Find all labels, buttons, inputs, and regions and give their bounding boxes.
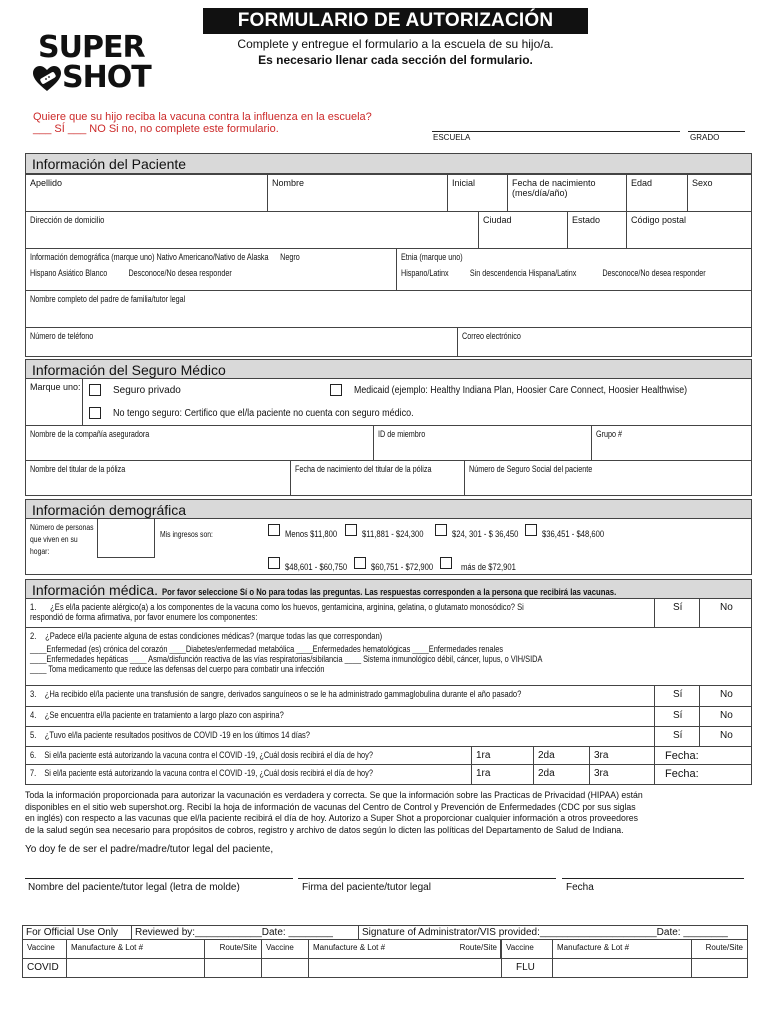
legal-line-1: Toda la información proporcionada para autorizar la vacunación es verdadera y correcta. Se que la información sobre las Practicas de Privacidad (HIPAA) están [25, 789, 643, 800]
q4-no[interactable] [699, 706, 752, 727]
ciudad-field[interactable] [478, 211, 568, 249]
q7-dose-2[interactable] [533, 764, 590, 785]
medicaid-checkbox[interactable] [330, 384, 342, 396]
manufacture-header-1: Manufacture & Lot # [66, 939, 205, 959]
dob-field[interactable] [507, 174, 627, 212]
medical-heading-text: Información médica. [32, 582, 159, 598]
flu-vaccine-label: FLU [501, 958, 553, 978]
apellido-label: Apellido [30, 178, 63, 188]
patient-section-heading: Información del Paciente [25, 153, 752, 174]
dob-label: Fecha de nacimiento [512, 178, 596, 188]
legal-paragraph [25, 789, 752, 835]
q3-text: ¿Ha recibido el/la paciente una transfusión de sangre, derivados sanguíneos o se le ha administrado gammaglobulina durante el año pasado? [44, 689, 522, 699]
vaccine-2-lot-field[interactable] [308, 958, 502, 978]
route-header-1: Route/Site [204, 939, 262, 959]
q1-text: ¿Es el/la paciente alérgico(a) a los componentes de la vacuna como los huevos, gentamicina, arginina, gelatina, o glutamato monosódico? Si [50, 602, 524, 612]
insurance-section-heading: Información del Seguro Médico [25, 359, 752, 379]
school-label: ESCUELA [433, 133, 471, 142]
q6-dose-3-label: 3ra [594, 750, 609, 761]
telefono-label: Número de teléfono [30, 331, 94, 341]
demo-option-negro[interactable]: Negro [280, 252, 300, 262]
direccion-label: Dirección de domicilio [30, 215, 105, 225]
route-header-2: Route/Site [440, 939, 502, 959]
income-checkbox-7[interactable] [440, 557, 452, 569]
subtitle-required: Es necesario llenar cada sección del formulario. [258, 53, 533, 67]
vaccine-header-3: Vaccine [501, 939, 553, 959]
consent-question: Quiere que su hijo reciba la vacuna contra la influenza en la escuela? [33, 111, 372, 123]
q7-dose-3[interactable] [589, 764, 655, 785]
legal-line-4: de la salud según sea necesario para propósitos de cobros, registro y archivo de datos según lo dicten las políticas del Departamento de Salud de Indiana. [25, 823, 624, 835]
telefono-field[interactable] [25, 327, 458, 357]
q4-text: ¿Se encuentra el/la paciente en tratamiento a largo plazo con aspirina? [44, 710, 284, 720]
official-use-label: For Official Use Only [22, 925, 132, 940]
q5-no[interactable] [699, 726, 752, 747]
q6-dose-2-label: 2da [538, 750, 555, 761]
q2-conditions-1[interactable]: ____Enfermedad (es) crónica del corazón ____Diabetes/enfermedad metabólica ____Enfermedades hematológicas ____Enfermedades renales [30, 644, 504, 654]
sexo-label: Sexo [692, 178, 713, 188]
q4-cell [25, 706, 655, 727]
nombre-field[interactable] [267, 174, 448, 212]
income-option-1: Menos $11,800 [285, 529, 338, 539]
q1-yes[interactable] [654, 598, 700, 628]
padre-field[interactable] [25, 290, 752, 328]
ssn-label: Número de Seguro Social del paciente [469, 464, 593, 474]
correo-label: Correo electrónico [462, 331, 521, 341]
q3-no[interactable] [699, 685, 752, 707]
q7-text: Si el/la paciente está autorizando la vacuna contra el COVID -19, ¿Cuál dosis recibirá el día de hoy? [44, 768, 373, 778]
legal-line-2: disponibles en el sitio web supershot.org. Recibí la hoja de información de vacunas del Centro de Control y Prevención de Enfermedades (CDC por sus siglas [25, 800, 636, 812]
q2-cell [25, 627, 752, 686]
q7-dose-1[interactable] [471, 764, 534, 785]
q2-conditions-3[interactable]: ____ Toma medicamento que reduce las defensas del cuerpo para combatir una infección [30, 664, 325, 674]
estado-label: Estado [572, 215, 601, 225]
q4-yes-label: Sí [673, 710, 683, 721]
q3-yes[interactable] [654, 685, 700, 707]
q6-text: Si el/la paciente está autorizando la vacuna contra el COVID -19, ¿Cuál dosis recibirá el día de hoy? [44, 750, 373, 760]
vaccine-header-2: Vaccine [261, 939, 309, 959]
q3-number: 3. [30, 689, 37, 699]
q5-text: ¿Tuvo el/la paciente resultados positivos de COVID -19 en los últimos 14 días? [44, 730, 311, 740]
demo-option-unknown[interactable]: Desconoce/No desea responder [128, 268, 232, 278]
consent-options[interactable]: ___ SÍ ___ NO Si no, no complete este formulario. [33, 123, 279, 135]
q5-cell [25, 726, 655, 747]
demo-option-native[interactable]: Nativo Americano/Nativo de Alaska [156, 252, 269, 262]
codigo-label: Código postal [631, 215, 687, 225]
print-name-label: Nombre del paciente/tutor legal (letra de molde) [28, 882, 240, 893]
date-label: Fecha [566, 882, 594, 893]
padre-label: Nombre completo del padre de familia/tutor legal [30, 294, 186, 304]
titular-label: Nombre del titular de la póliza [30, 464, 126, 474]
grupo-field[interactable] [591, 425, 752, 461]
estado-field[interactable] [567, 211, 627, 249]
correo-field[interactable] [457, 327, 752, 357]
demo-options-row2[interactable]: Hispano Asiático Blanco [30, 268, 108, 278]
etnia-option-unknown[interactable]: Desconoce/No desea responder [602, 268, 706, 278]
q4-yes[interactable] [654, 706, 700, 727]
personas-input[interactable] [97, 518, 155, 558]
edad-field[interactable] [626, 174, 688, 212]
q7-fecha-label: Fecha: [665, 768, 699, 780]
income-checkbox-1[interactable] [268, 524, 280, 536]
covid-lot-field[interactable] [66, 958, 205, 978]
q6-fecha[interactable] [654, 746, 752, 765]
q6-number: 6. [30, 750, 37, 760]
inicial-field[interactable] [447, 174, 508, 212]
flu-lot-field[interactable] [552, 958, 692, 978]
print-name-line[interactable] [25, 878, 293, 879]
demo-label: Información demográfica (marque uno) [30, 252, 155, 262]
ciudad-label: Ciudad [483, 215, 512, 225]
q1-cell [25, 598, 655, 628]
q7-cell [25, 764, 472, 785]
school-line[interactable] [432, 131, 680, 132]
administrator-signature-field[interactable]: Signature of Administrator/VIS provided:_____________________Date: ________ [358, 925, 748, 940]
route-header-3: Route/Site [691, 939, 748, 959]
ssn-field[interactable] [464, 460, 752, 496]
titular-dob-field[interactable] [290, 460, 465, 496]
grupo-label: Grupo # [596, 429, 623, 439]
q2-number: 2. [30, 631, 37, 641]
q4-no-label: No [720, 710, 733, 721]
income-checkbox-6[interactable] [354, 557, 366, 569]
codigo-postal-field[interactable] [626, 211, 752, 249]
q6-dose-3[interactable] [589, 746, 655, 765]
direccion-field[interactable] [25, 211, 479, 249]
form-title: FORMULARIO DE AUTORIZACIÓN [203, 8, 588, 34]
q3-cell [25, 685, 655, 707]
vaccine-2-field[interactable] [261, 958, 309, 978]
income-checkbox-5[interactable] [268, 557, 280, 569]
grade-label: GRADO [690, 133, 720, 142]
ingresos-label: Mis ingresos son: [160, 530, 213, 539]
q6-dose-1-label: 1ra [476, 750, 491, 761]
q7-dose-1-label: 1ra [476, 768, 491, 779]
flu-route-field[interactable] [691, 958, 748, 978]
manufacture-header-3: Manufacture & Lot # [552, 939, 692, 959]
manufacture-header-2: Manufacture & Lot # [308, 939, 501, 959]
income-option-5: $48,601 - $60,750 [285, 562, 348, 572]
logo-text-super: SUPER [38, 30, 145, 65]
logo-text-shot: SHOT [62, 60, 151, 95]
covid-vaccine-label: COVID [22, 958, 67, 978]
q7-number: 7. [30, 768, 37, 778]
edad-label: Edad [631, 178, 653, 188]
q4-number: 4. [30, 710, 37, 720]
covid-route-field[interactable] [204, 958, 262, 978]
income-checkbox-4[interactable] [525, 524, 537, 536]
income-option-4: $36,451 - $48,600 [542, 529, 605, 539]
q6-fecha-label: Fecha: [665, 750, 699, 762]
attestation-text: Yo doy fe de ser el padre/madre/tutor legal del paciente, [25, 844, 274, 855]
personas-label: Número de personas que viven en su hogar: [30, 523, 94, 556]
privado-label: Seguro privado [113, 385, 181, 396]
q5-number: 5. [30, 730, 37, 740]
compania-label: Nombre de la compañía aseguradora [30, 429, 150, 439]
income-checkbox-2[interactable] [345, 524, 357, 536]
vaccine-header-1: Vaccine [22, 939, 67, 959]
privado-checkbox[interactable] [89, 384, 101, 396]
q6-dose-2[interactable] [533, 746, 590, 765]
titular-field[interactable] [25, 460, 291, 496]
nombre-label: Nombre [272, 178, 305, 188]
ethnicity-field[interactable] [396, 248, 752, 291]
q6-dose-1[interactable] [471, 746, 534, 765]
titular-dob-label: Fecha de nacimiento del titular de la póliza [295, 464, 432, 474]
super-shot-logo [32, 30, 152, 95]
signature-label: Firma del paciente/tutor legal [302, 882, 431, 893]
medicaid-label: Medicaid (ejemplo: Healthy Indiana Plan, Hoosier Care Connect, Hoosier Healthwise) [354, 385, 688, 396]
demographic-section-heading: Información demográfica [25, 499, 752, 519]
income-checkbox-3[interactable] [435, 524, 447, 536]
marque-label-cell [25, 378, 83, 426]
q5-no-label: No [720, 730, 733, 741]
reviewed-by-field[interactable]: Reviewed by:____________Date: ________ [131, 925, 359, 940]
income-option-6: $60,751 - $72,900 [371, 562, 434, 572]
q6-cell [25, 746, 472, 765]
q2-text: ¿Padece el/la paciente alguna de estas condiciones médicas? (marque todas las que correspondan) [45, 631, 383, 641]
sexo-field[interactable] [687, 174, 752, 212]
etnia-option-no-hispano[interactable]: Sin descendencia Hispana/Latinx [469, 268, 577, 278]
medical-instruction: Por favor seleccione Sí o No para todas las preguntas. Las respuestas corresponden a la persona que recibirá las vacunas. [161, 587, 617, 597]
no-seguro-label: No tengo seguro: Certifico que el/la paciente no cuenta con seguro médico. [113, 408, 414, 419]
q5-yes[interactable] [654, 726, 700, 747]
income-option-2: $11,881 - $24,300 [362, 529, 424, 539]
inicial-label: Inicial [452, 178, 476, 188]
income-option-3: $24, 301 - $ 36,450 [452, 529, 519, 539]
legal-line-3: en inglés) con respecto a las vacunas que el/la paciente recibirá el día de hoy. Autorizo a Super Shot a proporcionar cualquier información a otros proveedores [25, 812, 638, 823]
id-miembro-field[interactable] [373, 425, 592, 461]
apellido-field[interactable] [25, 174, 268, 212]
q7-dose-3-label: 3ra [594, 768, 609, 779]
medical-section-heading [25, 579, 752, 599]
q2-conditions-2[interactable]: ____Enfermedades hepáticas ____ Asma/disfunción reactiva de las vías respiratorias/sibilancia ____ Sistema inmunológico débil, cáncer, lupus, o VIH/SIDA [30, 654, 543, 664]
q7-fecha[interactable] [654, 764, 752, 785]
id-miembro-label: ID de miembro [378, 429, 426, 439]
marque-label: Marque uno: [30, 382, 81, 392]
q1-yes-label: Sí [673, 602, 683, 613]
date-line[interactable] [562, 878, 744, 879]
heart-bandage-icon [32, 65, 62, 93]
income-option-7: más de $72,901 [461, 562, 516, 572]
demographic-race-field[interactable] [25, 248, 397, 291]
q3-no-label: No [720, 689, 733, 700]
compania-field[interactable] [25, 425, 374, 461]
dob-format: (mes/día/año) [512, 188, 568, 198]
etnia-label: Etnia (marque uno) [401, 252, 463, 262]
grade-line[interactable] [688, 131, 745, 132]
q1-text-2: respondió de forma afirmativa, por favor enumere los componentes: [30, 612, 258, 622]
no-seguro-checkbox[interactable] [89, 407, 101, 419]
q1-no-label: No [720, 602, 733, 613]
q7-dose-2-label: 2da [538, 768, 555, 779]
etnia-option-hispano[interactable]: Hispano/Latinx [401, 268, 449, 278]
q1-number: 1. [30, 602, 37, 612]
signature-line[interactable] [298, 878, 556, 879]
q3-yes-label: Sí [673, 689, 683, 700]
q5-yes-label: Sí [673, 730, 683, 741]
subtitle-instructions: Complete y entregue el formulario a la escuela de su hijo/a. [237, 37, 554, 51]
q1-no[interactable] [699, 598, 752, 628]
